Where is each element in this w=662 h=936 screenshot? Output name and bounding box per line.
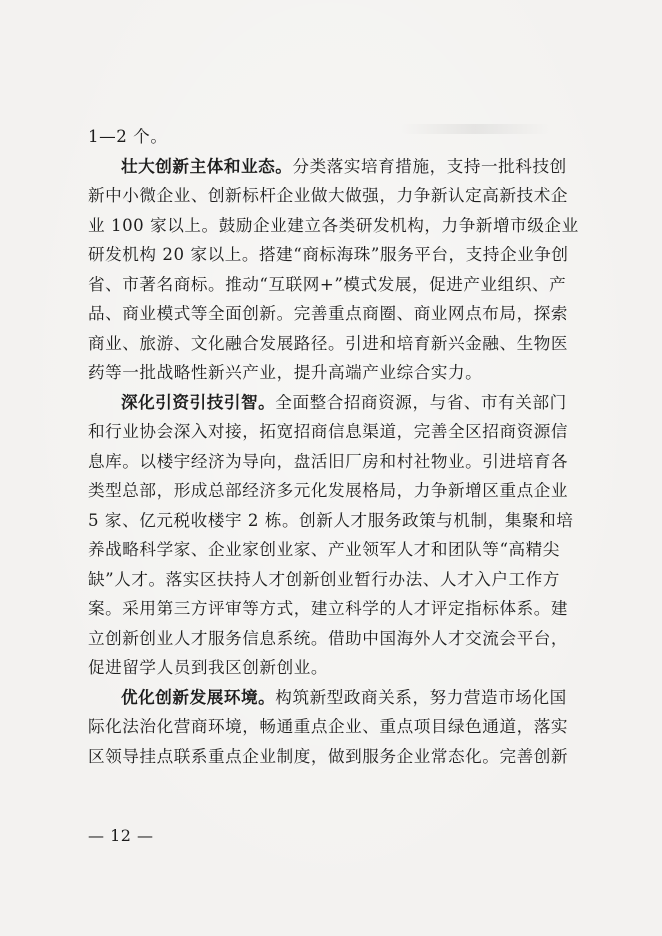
text-line: 研发机构 20 家以上。搭建“商标海珠”服务平台，支持企业争创 — [88, 245, 569, 264]
text-line: 新中小微企业、创新标杆企业做大做强，力争新认定高新技术企 — [88, 186, 569, 205]
paragraph-text: 构筑新型政商关系，努力营造市场化国 — [275, 687, 567, 707]
paragraph-heading: 优化创新发展环境。 — [121, 686, 276, 707]
text-line: 案。采用第三方评审等方式，建立科学的人才评定指标体系。建 — [88, 599, 569, 618]
text-line: 息库。以楼宇经济为导向，盘活旧厂房和村社物业。引进培育各 — [88, 451, 569, 471]
paragraph-text: 全面整合招商资源，与省、市有关部门 — [275, 392, 567, 412]
text-line: 品、商业模式等全面创新。完善重点商圈、商业网点布局，探索 — [88, 304, 569, 323]
paragraph-first-line — [88, 152, 588, 182]
text-line: 商业、旅游、文化融合发展路径。引进和培育新兴金融、生物医 — [88, 333, 569, 353]
document-body — [88, 122, 588, 771]
text-line: 类型总部，形成总部经济多元化发展格局，力争新增区重点企业 — [88, 481, 569, 500]
text-line: 区领导挂点联系重点企业制度，做到服务企业常态化。完善创新 — [88, 746, 569, 766]
text-line: 缺”人才。落实区扶持人才创新创业暂行办法、人才入户工作方 — [88, 569, 560, 589]
text-line: 1—2 个。 — [88, 127, 168, 146]
paragraph-heading: 深化引资引技引智。 — [121, 391, 276, 412]
text-line: 促进留学人员到我区创新创业。 — [88, 658, 329, 677]
text-line: 药等一批战略性新兴产业，提升高端产业综合实力。 — [88, 363, 483, 382]
text-line: 养战略科学家、企业家创业家、产业领军人才和团队等“高精尖 — [88, 540, 560, 559]
text-line: 5 家、亿元税收楼宇 2 栋。创新人才服务政策与机制，集聚和培 — [88, 510, 574, 530]
page-number: — 12 — — [88, 826, 154, 845]
paragraph-first-line — [88, 388, 588, 418]
paragraph-heading: 壮大创新主体和业态。 — [121, 155, 293, 176]
paragraph-text: 分类落实培育措施，支持一批科技创 — [292, 156, 567, 176]
text-line: 际化法治化营商环境，畅通重点企业、重点项目绿色通道，落实 — [88, 717, 569, 736]
text-line: 省、市著名商标。推动“互联网+”模式发展，促进产业组织、产 — [88, 274, 567, 294]
text-line: 业 100 家以上。鼓励企业建立各类研发机构，力争新增市级企业 — [88, 215, 579, 235]
text-line: 立创新创业人才服务信息系统。借助中国海外人才交流会平台， — [88, 628, 569, 648]
paragraph-first-line — [88, 683, 588, 713]
text-line: 和行业协会深入对接，拓宽招商信息渠道，完善全区招商资源信 — [88, 422, 569, 441]
